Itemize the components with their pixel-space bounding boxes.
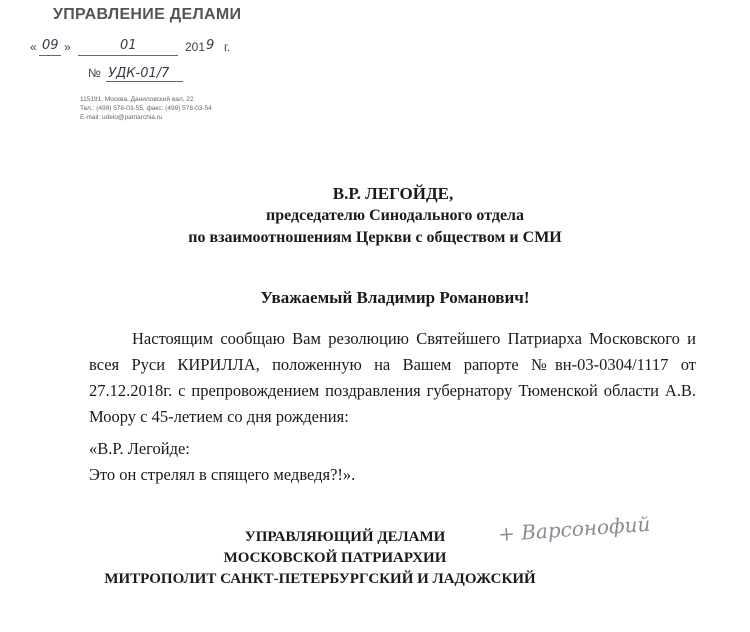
letter-body (89, 326, 696, 488)
letterhead-address (80, 95, 212, 122)
email-line: E-mail: udelo@patriarchia.ru (80, 114, 163, 121)
body-paragraph: Настоящим сообщаю Вам резолюцию Святейшего Патриарха Московского и всея Руси КИРИЛЛА, положенную на Вашем рапорте №вн-03-0304/1117 от 27.12.2018г. с препровождением поздравления губернатору Тюменской области А.В. Моору с 45-летием со дня рождения: (89, 329, 696, 426)
recipient-name: В.Р. ЛЕГОЙДЕ, (332, 184, 454, 203)
greeting: Уважаемый Владимир Романович! (260, 288, 530, 307)
number-label: № (88, 66, 101, 80)
date-close-quote: » (64, 40, 71, 54)
address-line: 115191, Москва, Даниловский вал, 22 (80, 96, 194, 103)
signature-line3: МИТРОПОЛИТ САНКТ-ПЕТЕРБУРГСКИЙ И ЛАДОЖСКИЙ (104, 571, 536, 587)
document-number (88, 66, 183, 81)
date-year-mark: г. (224, 40, 231, 54)
phone-line: Тел.: (499) 578-03-55, факс: (499) 578-03-54 (80, 105, 212, 112)
recipient-block (0, 183, 750, 249)
date-month: 01 (120, 38, 137, 53)
handwritten-signature: + Варсонофий (497, 511, 652, 547)
date-month-underline (78, 55, 178, 56)
quote-line1: «В.Р. Легойде: (89, 439, 190, 458)
date-day: 09 (42, 38, 59, 53)
number-value: УДК-01/7 (106, 66, 183, 82)
signature-line2: МОСКОВСКОЙ ПАТРИАРХИИ (223, 550, 447, 566)
date-year-suffix: 9 (206, 38, 215, 53)
letterhead-title: УПРАВЛЕНИЕ ДЕЛАМИ (53, 6, 242, 23)
date-open-quote: « (30, 40, 37, 54)
date-year-prefix: 201 (185, 40, 206, 54)
date-row (30, 38, 250, 58)
recipient-position-line2: по взаимоотношениям Церкви с обществом и СМИ (188, 229, 562, 246)
quote-line2: Это он стрелял в спящего медведя?!». (89, 465, 356, 484)
date-day-underline (39, 55, 61, 56)
recipient-position-line1: председателю Синодального отдела (265, 207, 525, 224)
signature-line1: УПРАВЛЯЮЩИЙ ДЕЛАМИ (244, 529, 446, 545)
